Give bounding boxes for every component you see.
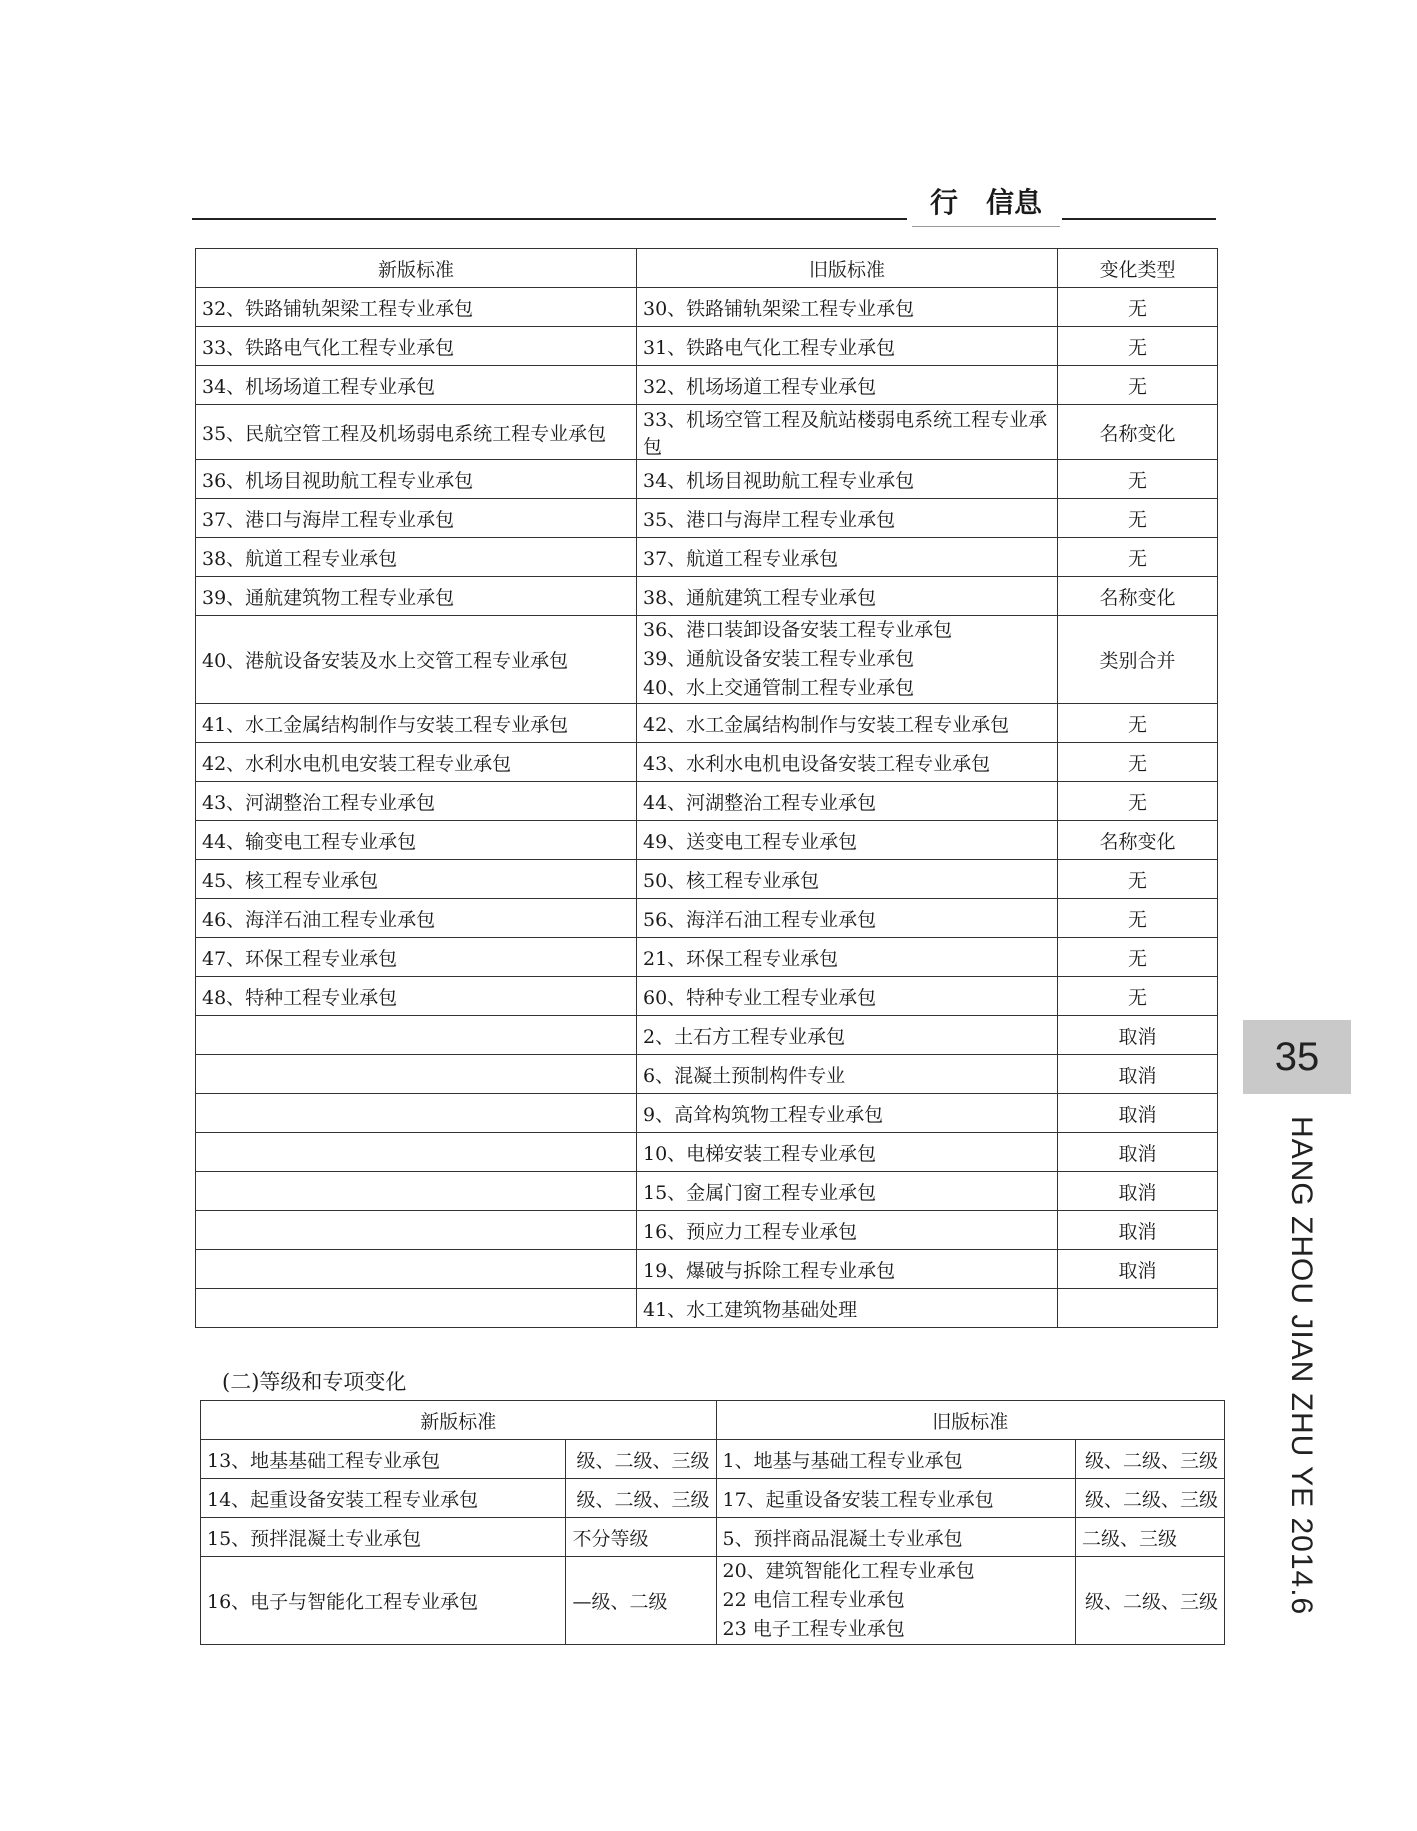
old-standard-cell: 19、爆破与拆除工程专业承包 — [637, 1250, 1058, 1289]
old-standard-cell: 21、环保工程专业承包 — [637, 938, 1058, 977]
change-type-cell: 无 — [1058, 782, 1218, 821]
table-row — [196, 860, 1218, 899]
table-row — [196, 1289, 1218, 1328]
table-row — [196, 1055, 1218, 1094]
table-row — [196, 538, 1218, 577]
table-row — [196, 938, 1218, 977]
change-type-cell: 名称变化 — [1058, 577, 1218, 616]
new-standard-cell: 38、航道工程专业承包 — [196, 538, 637, 577]
new-name-cell: 13、地基基础工程专业承包 — [201, 1440, 566, 1479]
old-standard-cell: 15、金属门窗工程专业承包 — [637, 1172, 1058, 1211]
header-new-standard: 新版标准 — [196, 249, 637, 288]
new-standard-cell — [196, 1133, 637, 1172]
change-type-cell: 无 — [1058, 327, 1218, 366]
change-type-cell: 取消 — [1058, 1016, 1218, 1055]
table-row — [196, 821, 1218, 860]
new-level-cell: 级、二级、三级 — [566, 1479, 716, 1518]
header-new-standard: 新版标准 — [201, 1401, 717, 1440]
table-row — [196, 499, 1218, 538]
table-row — [196, 366, 1218, 405]
new-standard-cell: 33、铁路电气化工程专业承包 — [196, 327, 637, 366]
new-level-cell: —级、二级 — [566, 1557, 716, 1645]
change-type-cell: 取消 — [1058, 1172, 1218, 1211]
old-standard-cell: 30、铁路铺轨架梁工程专业承包 — [637, 288, 1058, 327]
change-type-cell: 取消 — [1058, 1055, 1218, 1094]
table-row — [196, 743, 1218, 782]
change-type-cell: 取消 — [1058, 1250, 1218, 1289]
new-standard-cell: 36、机场目视助航工程专业承包 — [196, 460, 637, 499]
change-type-cell: 无 — [1058, 938, 1218, 977]
new-standard-cell: 45、核工程专业承包 — [196, 860, 637, 899]
old-standard-cell: 56、海洋石油工程专业承包 — [637, 899, 1058, 938]
table-row — [201, 1518, 1225, 1557]
new-standard-cell: 40、港航设备安装及水上交管工程专业承包 — [196, 616, 637, 704]
change-type-cell: 无 — [1058, 366, 1218, 405]
old-standard-cell: 37、航道工程专业承包 — [637, 538, 1058, 577]
change-type-cell: 名称变化 — [1058, 405, 1218, 460]
old-standard-cell — [637, 616, 1058, 704]
old-name-line: 22 电信工程专业承包 — [722, 1589, 905, 1611]
old-name-cell: 1、地基与基础工程专业承包 — [716, 1440, 1075, 1479]
new-name-cell: 16、电子与智能化工程专业承包 — [201, 1557, 566, 1645]
old-standard-cell: 60、特种专业工程专业承包 — [637, 977, 1058, 1016]
new-level-cell: 级、二级、三级 — [566, 1440, 716, 1479]
old-standard-cell: 35、港口与海岸工程专业承包 — [637, 499, 1058, 538]
grade-change-table — [200, 1400, 1225, 1645]
old-standard-cell: 6、混凝土预制构件专业 — [637, 1055, 1058, 1094]
header-change-type: 变化类型 — [1058, 249, 1218, 288]
new-standard-cell: 44、输变电工程专业承包 — [196, 821, 637, 860]
old-standard-cell: 42、水工金属结构制作与安装工程专业承包 — [637, 704, 1058, 743]
table-row — [196, 616, 1218, 704]
table-row — [196, 977, 1218, 1016]
table-row — [196, 1133, 1218, 1172]
table-header-row — [196, 249, 1218, 288]
table-row — [196, 1250, 1218, 1289]
new-name-cell: 14、起重设备安装工程专业承包 — [201, 1479, 566, 1518]
old-standard-cell: 32、机场场道工程专业承包 — [637, 366, 1058, 405]
old-standard-cell: 2、土石方工程专业承包 — [637, 1016, 1058, 1055]
old-standard-line: 40、水上交通管制工程专业承包 — [643, 677, 915, 699]
change-type-cell: 无 — [1058, 460, 1218, 499]
change-type-cell: 取消 — [1058, 1094, 1218, 1133]
old-name-cell: 5、预拌商品混凝土专业承包 — [716, 1518, 1075, 1557]
table-row — [201, 1557, 1225, 1645]
old-name-line: 20、建筑智能化工程专业承包 — [722, 1560, 975, 1582]
new-level-cell: 不分等级 — [566, 1518, 716, 1557]
new-standard-cell: 34、机场场道工程专业承包 — [196, 366, 637, 405]
old-standard-cell: 44、河湖整治工程专业承包 — [637, 782, 1058, 821]
old-standard-cell: 10、电梯安装工程专业承包 — [637, 1133, 1058, 1172]
table-body — [196, 288, 1218, 1328]
change-type-cell: 类别合并 — [1058, 616, 1218, 704]
change-type-cell: 无 — [1058, 538, 1218, 577]
new-standard-cell: 37、港口与海岸工程专业承包 — [196, 499, 637, 538]
new-standard-cell — [196, 1289, 637, 1328]
old-name-line: 23 电子工程专业承包 — [722, 1618, 905, 1640]
subheading: (二)等级和专项变化 — [222, 1370, 407, 1394]
new-standard-cell: 47、环保工程专业承包 — [196, 938, 637, 977]
change-type-cell: 名称变化 — [1058, 821, 1218, 860]
table-row — [201, 1440, 1225, 1479]
header-old-standard: 旧版标准 — [716, 1401, 1225, 1440]
old-name-cell: 17、起重设备安装工程专业承包 — [716, 1479, 1075, 1518]
new-standard-cell: 48、特种工程专业承包 — [196, 977, 637, 1016]
header-rule-left — [192, 218, 907, 220]
old-standard-cell: 49、送变电工程专业承包 — [637, 821, 1058, 860]
header-rule-right — [1062, 218, 1216, 220]
new-standard-cell — [196, 1055, 637, 1094]
table-header-row — [201, 1401, 1225, 1440]
new-name-cell: 15、预拌混凝土专业承包 — [201, 1518, 566, 1557]
change-type-cell: 取消 — [1058, 1133, 1218, 1172]
old-standard-cell: 9、高耸构筑物工程专业承包 — [637, 1094, 1058, 1133]
old-standard-cell: 50、核工程专业承包 — [637, 860, 1058, 899]
table-row — [196, 704, 1218, 743]
new-standard-cell — [196, 1094, 637, 1133]
change-type-cell: 无 — [1058, 860, 1218, 899]
change-type-cell: 无 — [1058, 743, 1218, 782]
old-standard-cell: 41、水工建筑物基础处理 — [637, 1289, 1058, 1328]
table-row — [196, 782, 1218, 821]
change-type-cell: 无 — [1058, 977, 1218, 1016]
journal-name: HANG ZHOU JIAN ZHU YE 2014.6 — [1285, 1116, 1318, 1616]
new-standard-cell: 39、通航建筑物工程专业承包 — [196, 577, 637, 616]
new-standard-cell: 43、河湖整治工程专业承包 — [196, 782, 637, 821]
change-type-cell: 无 — [1058, 288, 1218, 327]
table-row — [196, 899, 1218, 938]
old-standard-cell: 38、通航建筑工程专业承包 — [637, 577, 1058, 616]
new-standard-cell: 42、水利水电机电安装工程专业承包 — [196, 743, 637, 782]
classification-change-table — [195, 248, 1218, 1328]
old-level-cell: 级、二级、三级 — [1075, 1557, 1224, 1645]
table-row — [196, 1016, 1218, 1055]
old-standard-cell: 43、水利水电机电设备安装工程专业承包 — [637, 743, 1058, 782]
new-standard-cell — [196, 1016, 637, 1055]
change-type-cell: 无 — [1058, 499, 1218, 538]
page-number: 35 — [1243, 1020, 1351, 1094]
old-level-cell: 级、二级、三级 — [1075, 1440, 1224, 1479]
table-row — [196, 577, 1218, 616]
old-level-cell: 二级、三级 — [1075, 1518, 1224, 1557]
change-type-cell: 无 — [1058, 899, 1218, 938]
change-type-cell: 无 — [1058, 704, 1218, 743]
section-title: 行 信息 — [912, 186, 1060, 227]
old-name-cell — [716, 1557, 1075, 1645]
old-standard-cell: 34、机场目视助航工程专业承包 — [637, 460, 1058, 499]
old-standard-cell: 33、机场空管工程及航站楼弱电系统工程专业承包 — [637, 405, 1058, 460]
table-row — [196, 288, 1218, 327]
table-body — [201, 1440, 1225, 1645]
old-standard-line: 39、通航设备安装工程专业承包 — [643, 648, 915, 670]
old-level-cell: 级、二级、三级 — [1075, 1479, 1224, 1518]
new-standard-cell — [196, 1250, 637, 1289]
table-row — [201, 1479, 1225, 1518]
table-row — [196, 1094, 1218, 1133]
old-standard-cell: 16、预应力工程专业承包 — [637, 1211, 1058, 1250]
change-type-cell: 取消 — [1058, 1211, 1218, 1250]
new-standard-cell: 41、水工金属结构制作与安装工程专业承包 — [196, 704, 637, 743]
old-standard-line: 36、港口装卸设备安装工程专业承包 — [643, 619, 953, 641]
change-type-cell — [1058, 1289, 1218, 1328]
new-standard-cell — [196, 1172, 637, 1211]
table-row — [196, 327, 1218, 366]
new-standard-cell: 46、海洋石油工程专业承包 — [196, 899, 637, 938]
new-standard-cell: 32、铁路铺轨架梁工程专业承包 — [196, 288, 637, 327]
old-standard-cell: 31、铁路电气化工程专业承包 — [637, 327, 1058, 366]
table-row — [196, 1172, 1218, 1211]
table-row — [196, 460, 1218, 499]
header-old-standard: 旧版标准 — [637, 249, 1058, 288]
table-row — [196, 1211, 1218, 1250]
new-standard-cell — [196, 1211, 637, 1250]
table-row — [196, 405, 1218, 460]
new-standard-cell: 35、民航空管工程及机场弱电系统工程专业承包 — [196, 405, 637, 460]
